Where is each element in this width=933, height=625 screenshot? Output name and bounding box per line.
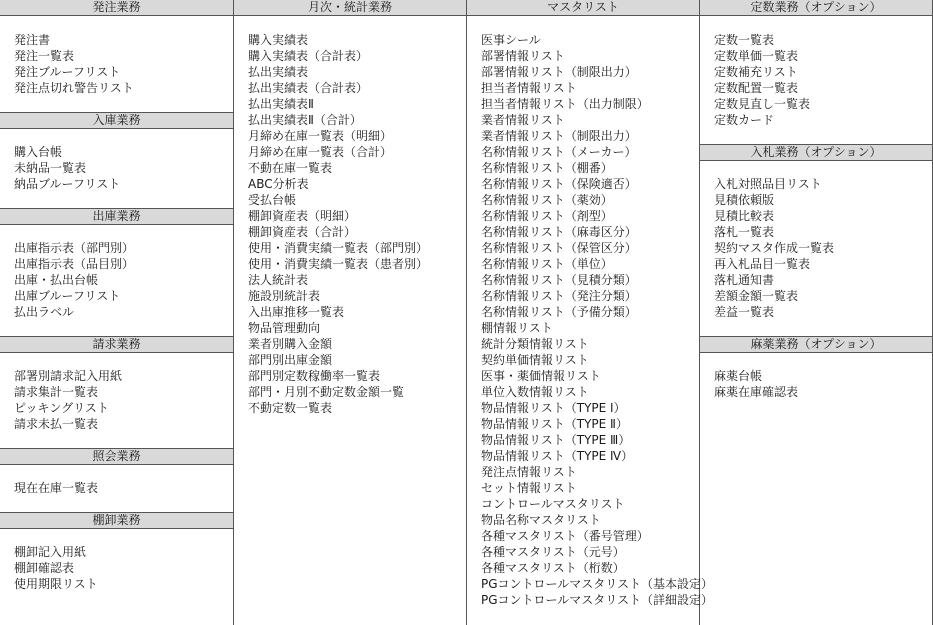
- report-item: 払出実績表（合計表）: [248, 81, 369, 95]
- section-list-nyuko: [14, 144, 229, 192]
- report-item: 名称情報リスト（発注分類）: [481, 289, 637, 303]
- report-item: 名称情報リスト（剤型）: [481, 209, 613, 223]
- section-list-tanaoroshi: [14, 544, 229, 592]
- report-item: 発注点切れ警告リスト: [14, 81, 134, 95]
- report-item: 請求未払一覧表: [14, 417, 99, 431]
- report-item: ピッキングリスト: [14, 401, 109, 415]
- report-item: 使用・消費実績一覧表（患者別）: [248, 257, 429, 271]
- report-item: 入札対照品目リスト: [714, 177, 822, 191]
- report-item: 部署情報リスト（制限出力）: [481, 65, 637, 79]
- report-item: 名称情報リスト（薬効）: [481, 193, 613, 207]
- report-item: 定数単価一覧表: [714, 49, 799, 63]
- report-item: 出庫指示表（品目別）: [14, 257, 135, 271]
- section-list-hacchu: [14, 32, 229, 96]
- report-item: 物品名称マスタリスト: [481, 513, 601, 527]
- report-item: 部門・月別不動定数金額一覧: [248, 385, 405, 399]
- report-item: 棚卸記入用紙: [14, 545, 87, 559]
- section-list-nyusatsu: [714, 176, 928, 320]
- report-item: 購入台帳: [14, 145, 63, 159]
- report-item: 各種マスタリスト（元号）: [481, 545, 625, 559]
- report-item: 月締め在庫一覧表（合計）: [248, 145, 393, 159]
- report-item: 定数配置一覧表: [714, 81, 799, 95]
- report-item: 払出実績表Ⅱ（合計）: [248, 113, 362, 127]
- section-header-shokai: 照会業務: [0, 448, 233, 465]
- report-item: 定数一覧表: [714, 33, 775, 47]
- report-item: 物品情報リスト（TYPE Ⅲ）: [481, 433, 631, 447]
- section-header-shukko: 出庫業務: [0, 208, 233, 225]
- report-item: 名称情報リスト（メーカー）: [481, 145, 637, 159]
- report-item: 払出ラベル: [14, 305, 75, 319]
- report-item: 担当者情報リスト（出力制限）: [481, 97, 649, 111]
- report-item: 払出実績表Ⅱ: [248, 97, 314, 111]
- report-item: 名称情報リスト（単位）: [481, 257, 613, 271]
- report-item: 担当者情報リスト: [481, 81, 577, 95]
- report-item: ABC分析表: [248, 177, 309, 191]
- report-item: 不動定数一覧表: [248, 401, 333, 415]
- report-item: 物品管理動向: [248, 321, 321, 335]
- section-list-seikyu: [14, 368, 229, 432]
- report-item: 名称情報リスト（予備分類）: [481, 305, 637, 319]
- column-4: [700, 0, 933, 625]
- section-list-teisu: [714, 32, 928, 128]
- report-item: 購入実績表: [248, 33, 309, 47]
- report-item: 受払台帳: [248, 193, 297, 207]
- report-item: 物品情報リスト（TYPE Ⅱ）: [481, 417, 628, 431]
- report-item: 使用・消費実績一覧表（部門別）: [248, 241, 429, 255]
- column-3: [467, 0, 714, 625]
- report-item: 棚情報リスト: [481, 321, 553, 335]
- report-item: 定数補充リスト: [714, 65, 798, 79]
- section-header-teisu: 定数業務（オプション）: [700, 0, 932, 16]
- section-list-getsuji: [248, 32, 462, 416]
- report-item: 物品情報リスト（TYPE Ⅰ）: [481, 401, 626, 415]
- report-item: 発注書: [14, 33, 51, 47]
- report-item: 契約単価情報リスト: [481, 353, 589, 367]
- report-item: 棚卸資産表（合計）: [248, 225, 357, 239]
- section-header-mayaku: 麻薬業務（オプション）: [700, 336, 932, 353]
- report-item: 出庫ブルーフリスト: [14, 289, 121, 303]
- report-item: 法人統計表: [248, 273, 309, 287]
- report-item: 名称情報リスト（見積分類）: [481, 273, 637, 287]
- report-item: 見積依頼版: [714, 193, 775, 207]
- report-item: 入出庫推移一覧表: [248, 305, 345, 319]
- report-item: 施設別統計表: [248, 289, 321, 303]
- report-item: 再入札品目一覧表: [714, 257, 811, 271]
- section-list-mayaku: [714, 368, 928, 400]
- report-item: 名称情報リスト（保管区分）: [481, 241, 637, 255]
- report-item: 現在在庫一覧表: [14, 481, 99, 495]
- report-item: 不動在庫一覧表: [248, 161, 333, 175]
- report-item: セット情報リスト: [481, 481, 577, 495]
- section-header-tanaoroshi: 棚卸業務: [0, 512, 233, 529]
- report-item: 差額金額一覧表: [714, 289, 799, 303]
- report-item: 発注ブルーフリスト: [14, 65, 121, 79]
- report-item: PGコントロールマスタリスト（基本設定）: [481, 577, 714, 591]
- report-item: 発注一覧表: [14, 49, 75, 63]
- report-item: 契約マスタ作成一覧表: [714, 241, 835, 255]
- report-item: 統計分類情報リスト: [481, 337, 589, 351]
- report-item: コントロールマスタリスト: [481, 497, 625, 511]
- report-item: PGコントロールマスタリスト（詳細設定）: [481, 593, 714, 607]
- report-item: 麻薬台帳: [714, 369, 763, 383]
- report-item: 落札通知書: [714, 273, 775, 287]
- section-header-master: マスタリスト: [467, 0, 699, 16]
- report-item: 名称情報リスト（棚番）: [481, 161, 613, 175]
- report-item: 納品ブルーフリスト: [14, 177, 121, 191]
- section-header-seikyu: 請求業務: [0, 336, 233, 353]
- report-item: 未納品一覧表: [14, 161, 87, 175]
- report-item: 各種マスタリスト（番号管理）: [481, 529, 649, 543]
- report-item: 物品情報リスト（TYPE Ⅳ）: [481, 449, 634, 463]
- report-item: 業者別購入金額: [248, 337, 333, 351]
- column-2: [234, 0, 467, 625]
- report-item: 名称情報リスト（保険適否）: [481, 177, 637, 191]
- report-item: 請求集計一覧表: [14, 385, 99, 399]
- report-item: 落札一覧表: [714, 225, 775, 239]
- report-item: 単位入数情報リスト: [481, 385, 589, 399]
- column-1: [0, 0, 234, 625]
- report-item: 部門別出庫金額: [248, 353, 333, 367]
- report-item: 定数カード: [714, 113, 775, 127]
- report-item: 医事シール: [481, 33, 541, 47]
- report-item: 出庫指示表（部門別）: [14, 241, 135, 255]
- section-header-nyusatsu: 入札業務（オプション）: [700, 144, 932, 161]
- report-item: 購入実績表（合計表）: [248, 49, 369, 63]
- section-list-shukko: [14, 240, 229, 320]
- report-item: 麻薬在庫確認表: [714, 385, 799, 399]
- section-header-getsuji: 月次・統計業務: [234, 0, 466, 16]
- report-item: 差益一覧表: [714, 305, 775, 319]
- report-item: 使用期限リスト: [14, 577, 98, 591]
- report-item: 棚卸資産表（明細）: [248, 209, 357, 223]
- report-item: 部署別請求記入用紙: [14, 369, 123, 383]
- section-list-shokai: [14, 480, 229, 496]
- report-item: 出庫・払出台帳: [14, 273, 99, 287]
- report-item: 業者情報リスト: [481, 113, 565, 127]
- report-item: 部門別定数稼働率一覧表: [248, 369, 381, 383]
- section-header-nyuko: 入庫業務: [0, 112, 233, 129]
- report-item: 払出実績表: [248, 65, 309, 79]
- section-header-hacchu: 発注業務: [0, 0, 233, 16]
- report-item: 見積比較表: [714, 209, 775, 223]
- report-item: 医事・薬価情報リスト: [481, 369, 601, 383]
- report-item: 定数見直し一覧表: [714, 97, 811, 111]
- report-item: 月締め在庫一覧表（明細）: [248, 129, 393, 143]
- report-item: 各種マスタリスト（桁数）: [481, 561, 625, 575]
- report-item: 業者情報リスト（制限出力）: [481, 129, 637, 143]
- report-item: 部署情報リスト: [481, 49, 565, 63]
- report-item: 発注点情報リスト: [481, 465, 577, 479]
- report-item: 棚卸確認表: [14, 561, 75, 575]
- report-item: 名称情報リスト（麻毒区分）: [481, 225, 637, 239]
- section-list-master: [481, 32, 714, 608]
